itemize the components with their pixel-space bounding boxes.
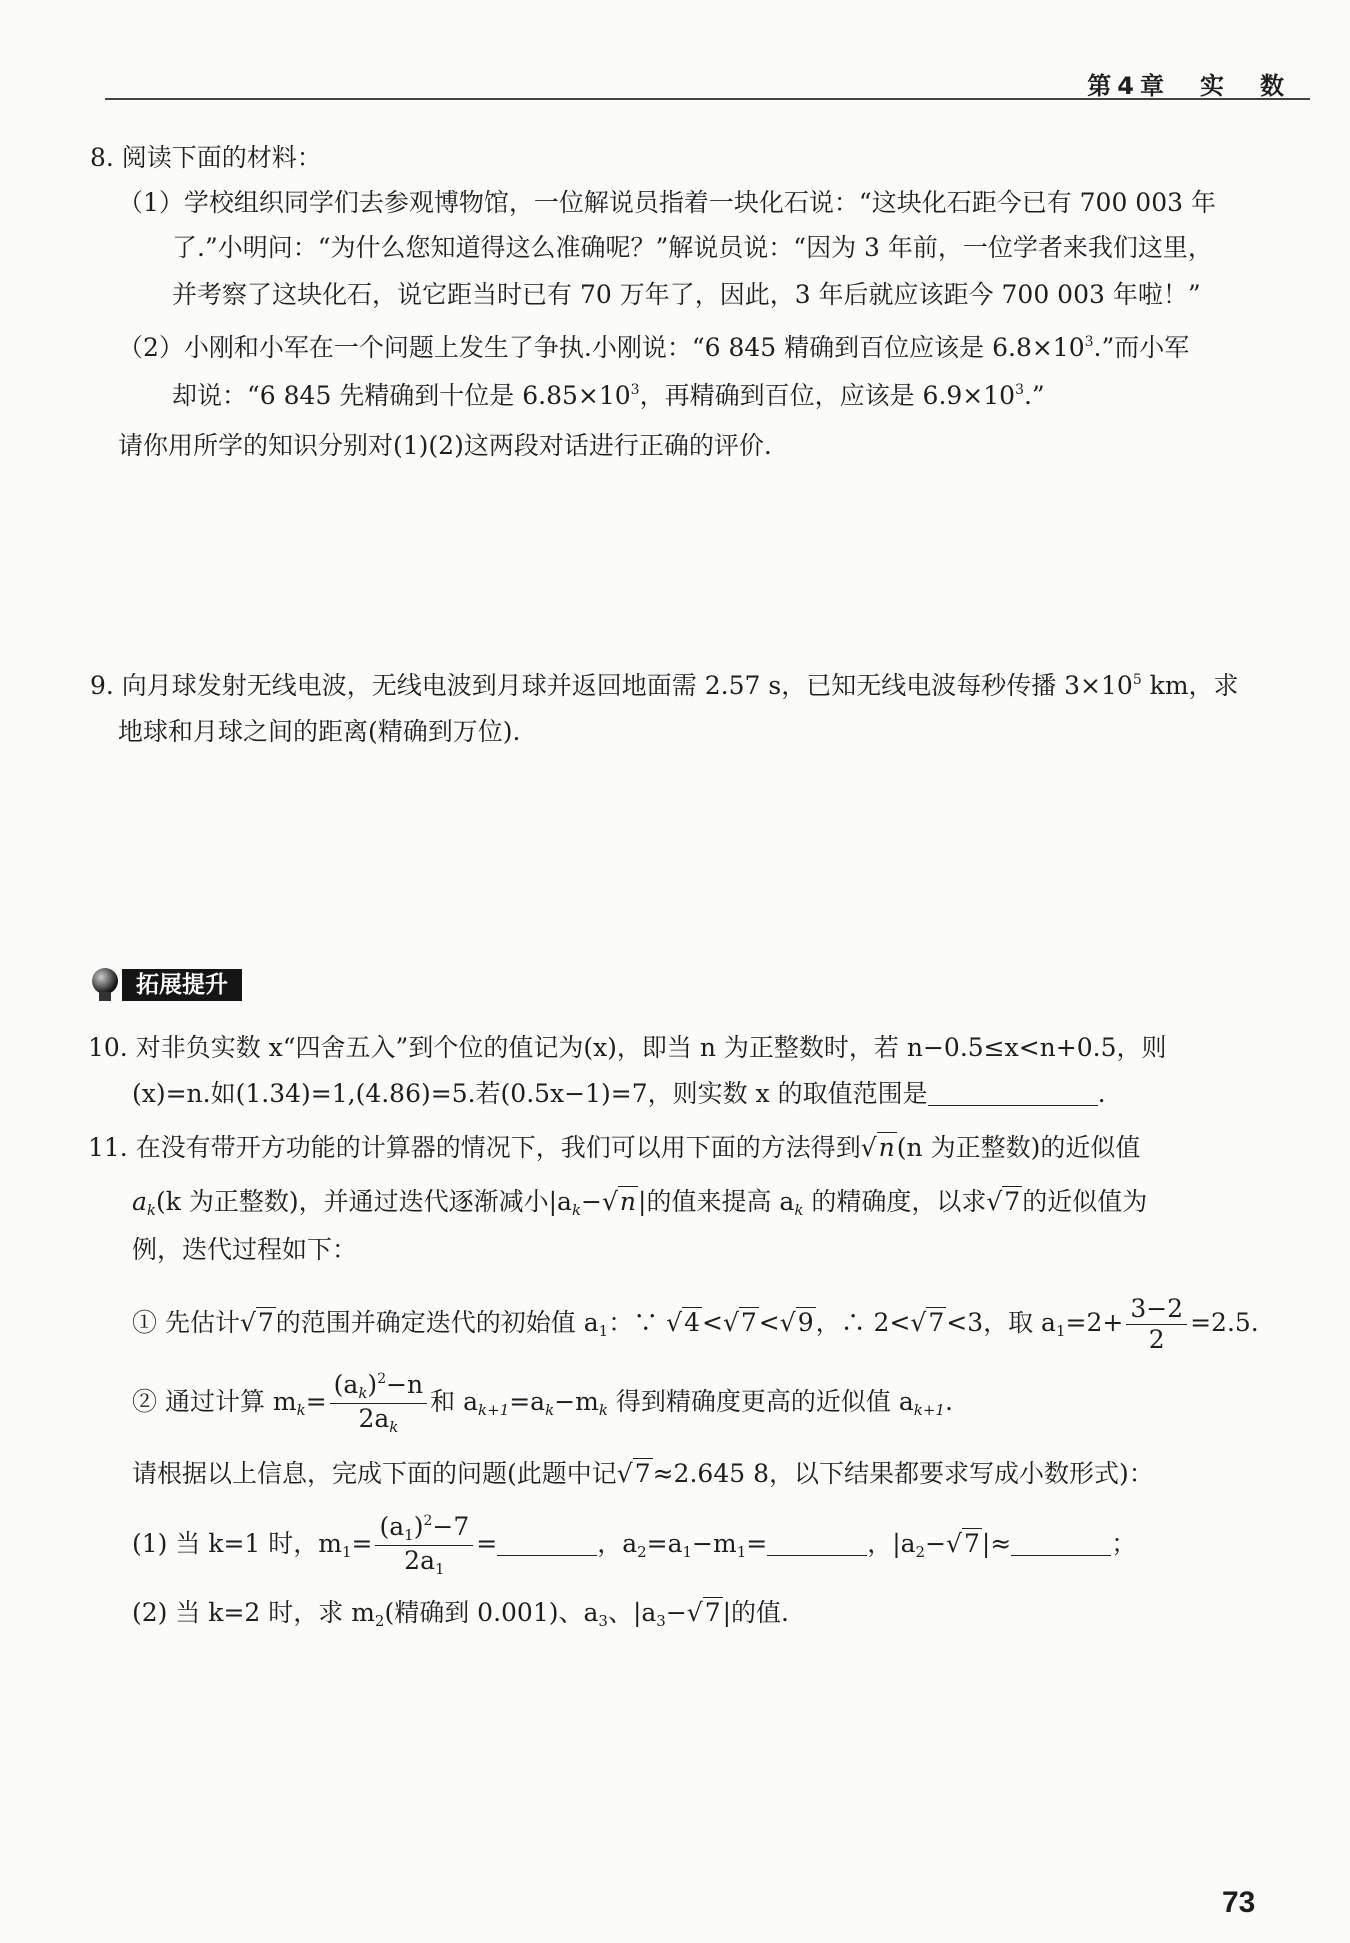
q8-part2-line2: 却说：“6 845 先精确到十位是 $6.85\times 10^3$，再精确到百位，应该是 $6.9\times 10^3$.”	[172, 381, 1045, 410]
q11-step1: ① 先估计√7的范围并确定迭代的初始值 $a_1$：∵ √4<√7<√9，∴ 2<√7<3，取 $a_1=2+$ $\frac{3-2}{2}$ =2.5.	[132, 1294, 1259, 1354]
q8-part1-line3: 并考察了这块化石，说它距当时已有 70 万年了，因此，3 年后就应该距今 700 003 年啦！”	[172, 280, 1201, 309]
error-answer-blank[interactable]	[1011, 1529, 1111, 1556]
q8-part1-line1: （1）学校组织同学们去参观博物馆，一位解说员指着一块化石说：“这块化石距今已有 700 003 年	[118, 188, 1216, 217]
q11-line1: 11. 在没有带开方功能的计算器的情况下，我们可以用下面的方法得到√n(n 为正整数)的近似值	[88, 1133, 1141, 1162]
section-tag	[92, 968, 252, 1002]
lightbulb-icon	[92, 968, 118, 1002]
q11-part2: (2) 当 k=2 时，求 $m_2$(精确到 0.001)、$a_3$、$|a_3-√7|$的值.	[132, 1598, 789, 1630]
q11-info: 请根据以上信息，完成下面的问题(此题中记√7≈2.645 8，以下结果都要求写成小数形式)：	[132, 1459, 1154, 1488]
q8-part2-line1: （2）小刚和小军在一个问题上发生了争执.小刚说：“6 845 精确到百位应该是 $6.8\times 10^3$.”而小军	[118, 333, 1190, 362]
fraction: $\frac{(a_k)^2-n}{2a_k}$	[330, 1370, 428, 1437]
q10-answer-blank[interactable]	[928, 1079, 1098, 1106]
fraction: $\frac{(a_1)^2-7}{2a_1}$	[375, 1512, 473, 1579]
q10-line2: (x)=n.如(1.34)=1,(4.86)=5.若(0.5x−1)=7，则实数 x 的取值范围是 .	[132, 1079, 1106, 1108]
q11-part1: (1) 当 k=1 时，$m_1=$ $\frac{(a_1)^2-7}{2a_1}$ = ，$a_2=a_1-m_1=$ ，$|a_2-√7|\approx$ ；	[132, 1512, 1137, 1578]
chapter-title: 第4章 实 数	[1087, 72, 1290, 100]
q8-part1-line2: 了.”小明问：“为什么您知道得这么准确呢？”解说员说：“因为 3 年前，一位学者来我们这里，	[172, 233, 1213, 262]
fraction: $\frac{3-2}{2}$	[1126, 1294, 1187, 1355]
a2-answer-blank[interactable]	[767, 1529, 867, 1556]
q8-stem: 8. 阅读下面的材料：	[90, 143, 322, 172]
q11-line3: 例，迭代过程如下：	[132, 1235, 358, 1264]
q11-line2: $a_k(k$ 为正整数)，并通过迭代逐渐减小$|a_k-√n|$的值来提高 $a_k$ 的精确度，以求√7的近似值为	[132, 1187, 1148, 1219]
q11-step2: ② 通过计算 $m_k=$ $\frac{(a_k)^2-n}{2a_k}$ 和 $a_{k+1}=a_k-m_k$ 得到精确度更高的近似值 $a_{k+1}$.	[132, 1370, 953, 1436]
page-header	[0, 60, 1310, 102]
q9-line2: 地球和月球之间的距离(精确到万位).	[118, 717, 521, 746]
q10-line1: 10. 对非负实数 x“四舍五入”到个位的值记为(x)，即当 n 为正整数时，若 n−0.5≤x<n+0.5，则	[88, 1033, 1167, 1062]
q9-line1: 9. 向月球发射无线电波，无线电波到月球并返回地面需 2.57 s，已知无线电波每秒传播 $3\times 10^5$ km，求	[90, 671, 1239, 700]
m1-answer-blank[interactable]	[497, 1529, 597, 1556]
section-label: 拓展提升	[122, 969, 242, 1001]
q8-question: 请你用所学的知识分别对(1)(2)这两段对话进行正确的评价.	[118, 431, 772, 460]
page-number: 73	[1222, 1886, 1256, 1919]
